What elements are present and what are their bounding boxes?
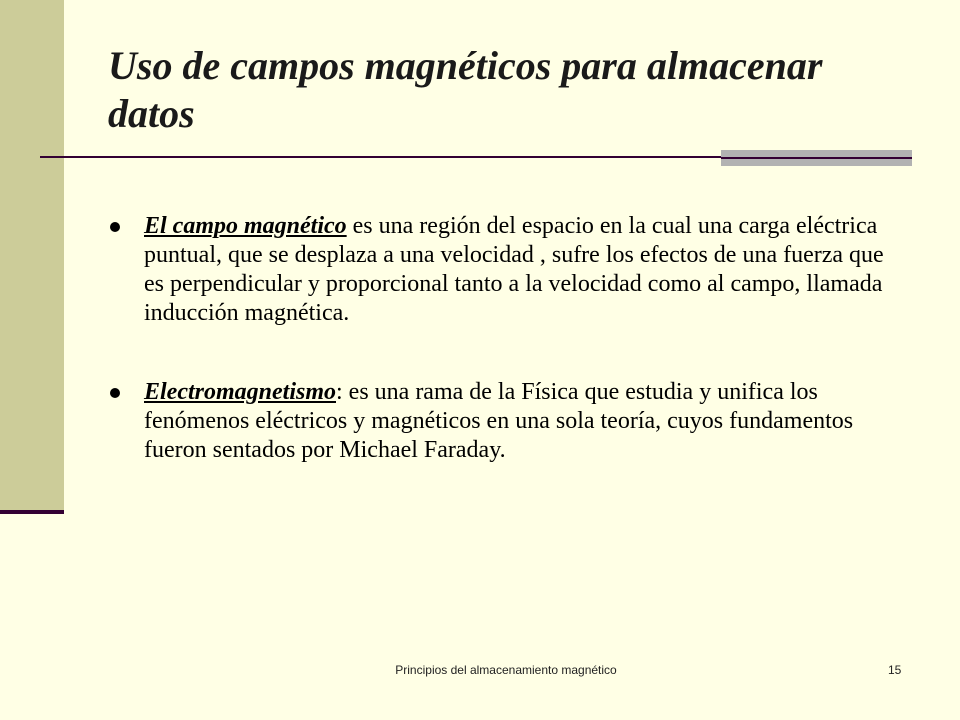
bullet-item — [108, 378, 898, 465]
title-divider-accent-line — [721, 157, 912, 159]
left-decorative-band — [0, 0, 64, 514]
page-number: 15 — [888, 663, 902, 677]
slide-title: Uso de campos magnéticos para almacenar datos — [108, 43, 823, 136]
left-band-rule — [0, 510, 64, 514]
bullet-dot-icon — [110, 388, 120, 398]
footer-text: Principios del almacenamiento magnético — [395, 663, 617, 677]
bullet-text: : es una rama de la Física que estudia y unifica los fenómenos eléctricos y magnéticos en una sola teoría, cuyos fundamentos fueron sentados por Michael Faraday. — [144, 379, 854, 463]
bullet-item — [108, 212, 898, 328]
bullet-term: Electromagnetismo — [144, 379, 336, 405]
bullet-term: El campo magnético — [144, 213, 347, 239]
bullet-text: es una región del espacio en la cual una carga eléctrica puntual, que se desplaza a una velocidad , sufre los efectos de una fuerza que es perpendicular y proporcional tanto a la velocidad como al campo, llamada inducción magnética. — [144, 213, 884, 326]
bullet-list — [108, 212, 898, 515]
bullet-dot-icon — [110, 222, 120, 232]
